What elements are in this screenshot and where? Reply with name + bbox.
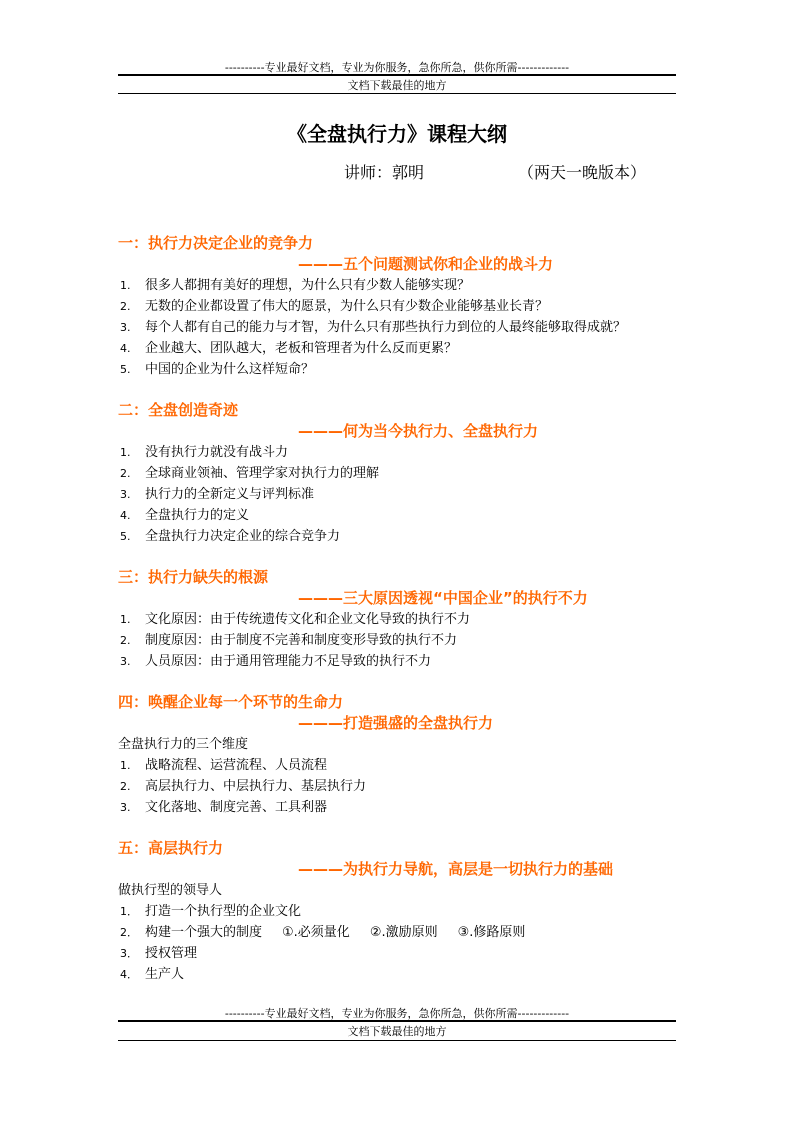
page-footer-slogan: ----------专业最好文档，专业为你服务，急你所急，供你所需------------- (224, 1007, 570, 1020)
list-item-text: 每个人都有自己的能力与才智，为什么只有那些执行力到位的人最终能够取得成就？ (145, 320, 627, 335)
list-item-text: 文化原因：由于传统遗传文化和企业文化导致的执行不力 (145, 612, 471, 627)
list-item-text: 人员原因：由于通用管理能力不足导致的执行不力 (145, 654, 432, 669)
list-item-number: 2. (120, 780, 131, 793)
section-heading: 一：执行力决定企业的竞争力 (118, 234, 314, 252)
section-subtitle: ———何为当今执行力、全盘执行力 (298, 422, 539, 440)
list-item-number: 3. (120, 488, 131, 501)
section-heading: 五：高层执行力 (118, 839, 224, 857)
section-heading: 四：唤醒企业每一个环节的生命力 (118, 693, 344, 711)
list-item-number: 2． (120, 926, 138, 939)
list-item-number: 4. (120, 509, 131, 522)
header-rule-thick (118, 74, 676, 76)
list-item (118, 943, 678, 964)
list-item-number: 2. (120, 467, 131, 480)
list-item-text: 生产人 (145, 967, 185, 982)
list-item-number: 3. (120, 655, 131, 668)
list-item (118, 651, 678, 672)
list-item (118, 463, 678, 484)
list-item-subpoint: ②.激励原则 (369, 925, 438, 940)
outline-section (118, 692, 678, 818)
list-item-text: 没有执行力就没有战斗力 (145, 445, 289, 460)
list-item-text: 企业越大、团队越大，老板和管理者为什么反而更累？ (145, 341, 458, 356)
list-item (118, 630, 678, 651)
section-subtitle: ———为执行力导航，高层是一切执行力的基础 (298, 860, 614, 878)
list-item-text: 制度原因：由于制度不完善和制度变形导致的执行不力 (145, 633, 458, 648)
list-item-number: 1． (120, 905, 138, 918)
section-intro: 全盘执行力的三个维度 (118, 737, 249, 752)
outline-section (118, 400, 678, 547)
list-item (118, 526, 678, 547)
page-footer-site: 文档下载最佳的地方 (347, 1025, 447, 1038)
list-item (118, 609, 678, 630)
list-item-number: 5. (120, 530, 131, 543)
list-item (118, 296, 678, 317)
list-item-number: 1. (120, 613, 131, 626)
section-heading: 三：执行力缺失的根源 (118, 568, 269, 586)
page-header-slogan: ----------专业最好文档，专业为你服务，急你所急，供你所需------------- (224, 61, 570, 74)
list-item-number: 4． (120, 968, 138, 981)
list-item-text: 全盘执行力的定义 (145, 508, 250, 523)
list-item-text: 无数的企业都设置了伟大的愿景，为什么只有少数企业能够基业长青？ (145, 299, 549, 314)
list-item-text: 打造一个执行型的企业文化 (145, 904, 302, 919)
list-item-text: 全盘执行力决定企业的综合竞争力 (145, 529, 341, 544)
header-rule-thin (118, 93, 676, 94)
list-item-text: 授权管理 (145, 946, 198, 961)
list-item-number: 3. (120, 321, 131, 334)
list-item-subpoint: ①.必须量化 (282, 925, 350, 940)
footer-rule-thick (118, 1020, 676, 1022)
list-item (118, 338, 678, 359)
list-item-text: 高层执行力、中层执行力、基层执行力 (145, 779, 367, 794)
list-item (118, 359, 678, 380)
document-title: 《全盘执行力》课程大纲 (287, 122, 507, 146)
list-item (118, 442, 678, 463)
section-subtitle: ———五个问题测试你和企业的战斗力 (298, 255, 554, 273)
list-item-number: 2. (120, 634, 131, 647)
section-subtitle: ———三大原因透视“中国企业”的执行不力 (298, 589, 588, 607)
section-intro: 做执行型的领导人 (118, 883, 223, 898)
page-header-site: 文档下载最佳的地方 (347, 79, 447, 92)
list-item (118, 964, 678, 985)
list-item (118, 901, 678, 922)
list-item (118, 275, 678, 296)
lecturer: 讲师：郭明 (344, 163, 425, 182)
section-heading: 二：全盘创造奇迹 (118, 401, 239, 419)
list-item (118, 317, 678, 338)
list-item (118, 505, 678, 526)
list-item (118, 797, 678, 818)
version-note: （两天一晚版本） (518, 163, 647, 182)
list-item-text: 文化落地、制度完善、工具利器 (145, 800, 328, 815)
list-item (118, 922, 678, 943)
list-item (118, 776, 678, 797)
list-item-number: 3． (120, 947, 138, 960)
list-item-number: 3. (120, 801, 131, 814)
list-item-text: 全球商业领袖、管理学家对执行力的理解 (145, 466, 380, 481)
list-item (118, 755, 678, 776)
list-item-number: 5. (120, 363, 131, 376)
outline-section (118, 233, 678, 380)
footer-rule-thin (118, 1040, 676, 1041)
list-item-number: 2. (120, 300, 131, 313)
list-item-number: 1. (120, 759, 131, 772)
list-item-number: 1. (120, 446, 131, 459)
outline-section (118, 567, 678, 672)
list-item-number: 1. (120, 279, 131, 292)
list-item-subpoint: ③.修路原则 (457, 925, 526, 940)
list-item (118, 484, 678, 505)
list-item-number: 4. (120, 342, 131, 355)
outline-content (118, 233, 678, 1005)
list-item-text: 中国的企业为什么这样短命？ (145, 362, 315, 377)
section-subtitle: ———打造强盛的全盘执行力 (298, 714, 494, 732)
list-item-text: 很多人都拥有美好的理想，为什么只有少数人能够实现？ (145, 278, 471, 293)
list-item-text: 执行力的全新定义与评判标准 (145, 487, 315, 502)
outline-section (118, 838, 678, 985)
list-item-text: 战略流程、运营流程、人员流程 (145, 758, 328, 773)
list-item-text: 构建一个强大的制度 (145, 925, 263, 940)
